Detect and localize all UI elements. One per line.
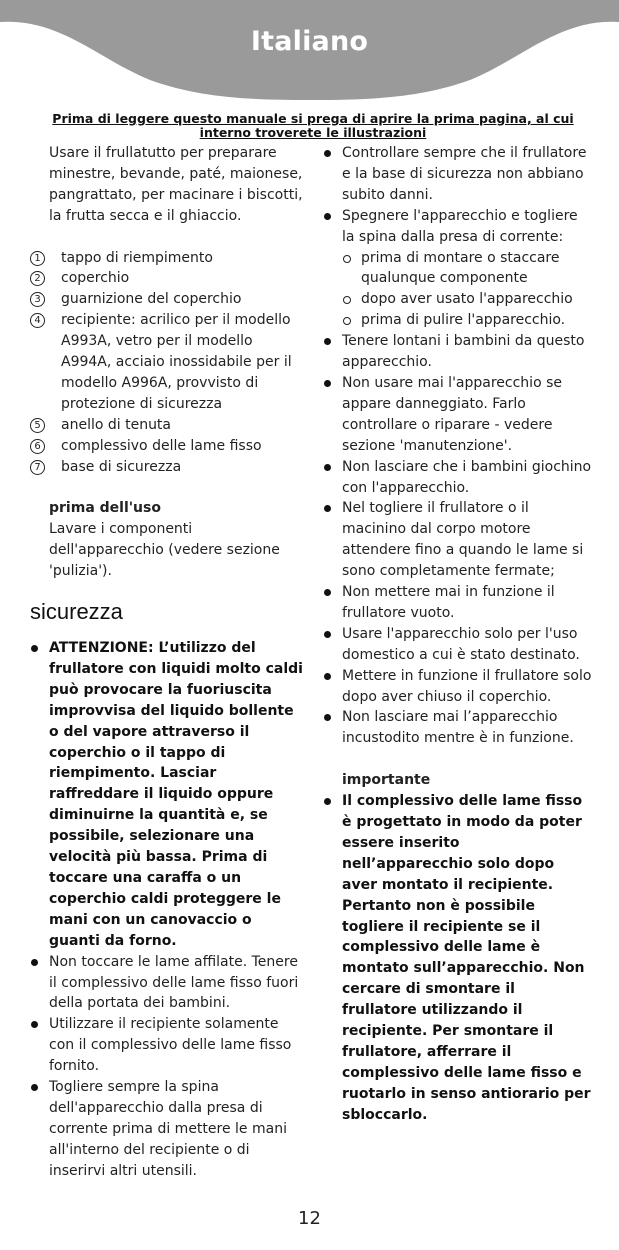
page-title: Italiano — [250, 26, 369, 57]
safety-item: Usare l'apparecchio solo per l'uso domestico a cui è stato destinato. — [323, 624, 593, 666]
important-list — [323, 791, 593, 1126]
number-circle-icon: 2 — [30, 271, 45, 286]
safety-item: Utilizzare il recipiente solamente con il complessivo delle lame fisso fornito. — [30, 1014, 305, 1077]
parts-list-item — [30, 248, 305, 269]
part-label: coperchio — [61, 270, 130, 287]
safety-item: Non lasciare mai l’apparecchio incustodito mentre è in funzione. — [323, 707, 593, 749]
intro-note: Prima di leggere questo manuale si prega di aprire la prima pagina, al cui interno troverete le illustrazioni — [52, 111, 574, 140]
header-band — [0, 0, 619, 110]
safety-item: Controllare sempre che il frullatore e la base di sicurezza non abbiano subito danni. — [323, 143, 593, 206]
sub-bullet-item: dopo aver usato l'apparecchio — [342, 289, 593, 310]
safety-item: Non usare mai l'apparecchio se appare danneggiato. Farlo controllare o riparare - vedere sezione 'manutenzione'. — [323, 373, 593, 457]
part-label: guarnizione del coperchio — [61, 291, 242, 308]
usage-paragraph: Usare il frullatutto per preparare minestre, bevande, paté, maionese, pangrattato, per macinare i biscotti, la frutta secca e il ghiaccio. — [49, 145, 303, 224]
part-label: tappo di riempimento — [61, 249, 213, 266]
page-number: 12 — [298, 1208, 321, 1229]
safety-item — [323, 206, 593, 331]
number-circle-icon: 1 — [30, 251, 45, 266]
spacer — [30, 227, 305, 248]
parts-list-item — [30, 415, 305, 436]
number-circle-icon: 5 — [30, 418, 45, 433]
safety-item: Nel togliere il frullatore o il macinino dal corpo motore attendere fino a quando le lame si sono completamente fermate; — [323, 498, 593, 582]
spacer — [30, 477, 305, 498]
left-column — [30, 143, 305, 1182]
safety-warning-item: ATTENZIONE: L’utilizzo del frullatore con liquidi molto caldi può provocare la fuoriuscita improvvisa del liquido bollente o del vapore attraverso il coperchio o il tappo di riempimento. Lasciar raffreddare il liquido oppure diminuirne la quantità e, se possibile, selezionare una velocità più bassa. Prima di toccare una caraffa o un coperchio caldi proteggere le mani con un canovaccio o guanti da forno. — [30, 638, 305, 952]
parts-list — [30, 248, 305, 478]
safety-item: Tenere lontani i bambini da questo apparecchio. — [323, 331, 593, 373]
number-circle-icon: 3 — [30, 292, 45, 307]
part-label: base di sicurezza — [61, 458, 182, 475]
parts-list-item — [30, 289, 305, 310]
parts-list-item — [30, 436, 305, 457]
safety-item: Mettere in funzione il frullatore solo dopo aver chiuso il coperchio. — [323, 666, 593, 708]
sub-bullet-item: prima di montare o staccare qualunque componente — [342, 248, 593, 290]
before-use-text: Lavare i componenti dell'apparecchio (vedere sezione 'pulizia'). — [49, 521, 280, 580]
part-label: recipiente: acrilico per il modello A993A, vetro per il modello A994A, acciaio inossidabile per il modello A996A, provvisto di protezione di sicurezza — [61, 312, 292, 412]
part-label: anello di tenuta — [61, 416, 172, 433]
right-column — [323, 143, 593, 1126]
sub-bullet-list — [342, 248, 593, 332]
safety-heading: sicurezza — [30, 599, 123, 624]
parts-list-item — [30, 310, 305, 415]
parts-list-item — [30, 268, 305, 289]
safety-item-text: Spegnere l'apparecchio e togliere la spina dalla presa di corrente: — [342, 207, 578, 245]
safety-list — [30, 638, 305, 1182]
safety-list-continued — [323, 143, 593, 749]
spacer — [323, 749, 593, 770]
parts-list-item — [30, 457, 305, 478]
number-circle-icon: 6 — [30, 439, 45, 454]
important-heading: importante — [342, 772, 431, 789]
safety-item: Non mettere mai in funzione il frullatore vuoto. — [323, 582, 593, 624]
sub-bullet-item: prima di pulire l'apparecchio. — [342, 310, 593, 331]
number-circle-icon: 4 — [30, 313, 45, 328]
important-item: Il complessivo delle lame fisso è progettato in modo da poter essere inserito nell’apparecchio solo dopo aver montato il recipiente. Pertanto non è possibile togliere il recipiente se il complessivo delle lame è montato sull’apparecchio. Non cercare di smontare il frullatore utilizzando il recipiente. Per smontare il frullatore, afferrare il complessivo delle lame fisso e ruotarlo in senso antiorario per sbloccarlo. — [323, 791, 593, 1126]
safety-item: Non toccare le lame affilate. Tenere il complessivo delle lame fisso fuori della portata dei bambini. — [30, 952, 305, 1015]
number-circle-icon: 7 — [30, 460, 45, 475]
before-use-heading: prima dell'uso — [49, 500, 161, 517]
safety-item: Non lasciare che i bambini giochino con l'apparecchio. — [323, 457, 593, 499]
safety-item: Togliere sempre la spina dell'apparecchio dalla presa di corrente prima di mettere le mani all'interno del recipiente o di inserirvi altri utensili. — [30, 1077, 305, 1182]
part-label: complessivo delle lame fisso — [61, 437, 262, 454]
